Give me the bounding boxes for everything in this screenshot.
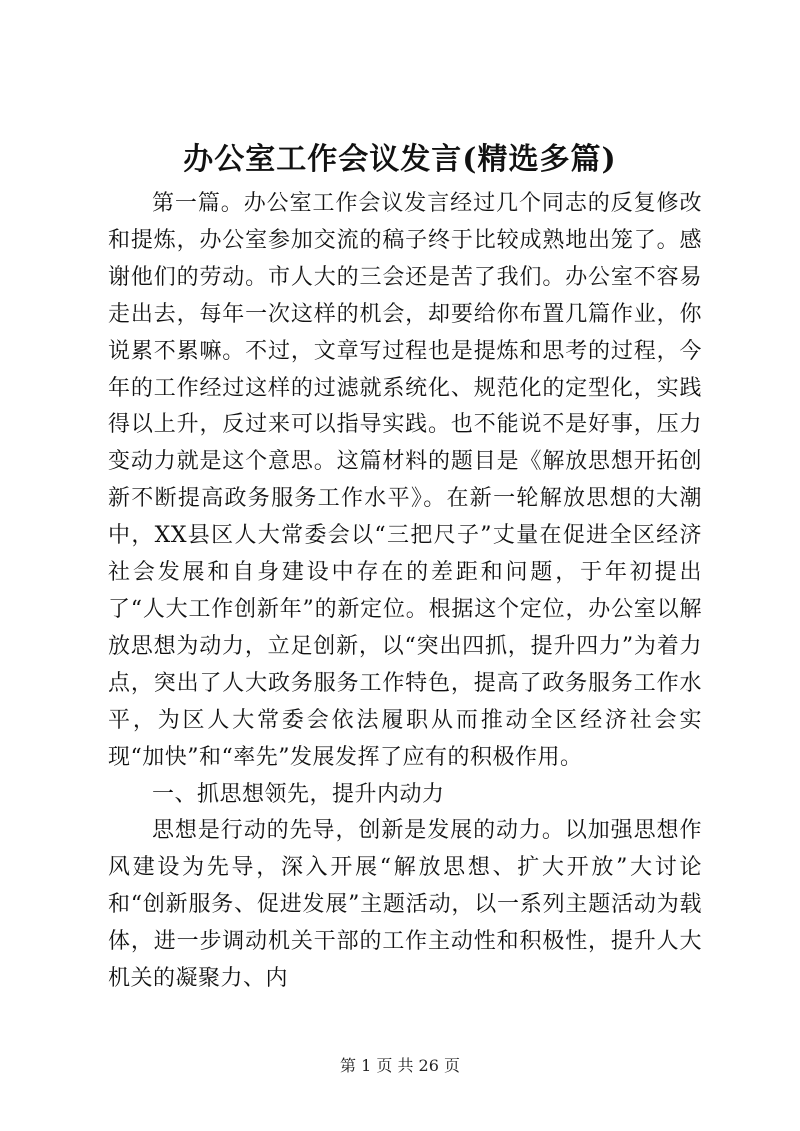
document-body xyxy=(108,186,702,998)
page-footer: 第 1 页 共 26 页 xyxy=(340,1056,460,1075)
paragraph-section-1: 思想是行动的先导，创新是发展的动力。以加强思想作风建设为先导，深入开展“解放思想、扩大开放”大讨论和“创新服务、促进发展”主题活动，以一系列主题活动为载体，进一步调动机关干部的工作主动性和积极性，提升人大机关的凝聚力、内 xyxy=(108,818,702,992)
paragraph-intro: 第一篇。办公室工作会议发言经过几个同志的反复修改和提炼，办公室参加交流的稿子终于比较成熟地出笼了。感谢他们的劳动。市人大的三会还是苦了我们。办公室不容易走出去，每年一次这样的机会，却要给你布置几篇作业，你说累不累嘛。不过，文章写过程也是提炼和思考的过程，今年的工作经过这样的过滤就系统化、规范化的定型化，实践得以上升，反过来可以指导实践。也不能说不是好事，压力变动力就是这个意思。这篇材料的题目是《解放思想开拓创新不断提高政务服务工作水平》。在新一轮解放思想的大潮中，XX县区人大常委会以“三把尺子”丈量在促进全区经济社会发展和自身建设中存在的差距和问题，于年初提出了“人大工作创新年”的新定位。根据这个定位，办公室以解放思想为动力，立足创新，以“突出四抓，提升四力”为着力点，突出了人大政务服务工作特色，提高了政务服务工作水平，为区人大常委会依法履职从而推动全区经济社会实现“加快”和“率先”发展发挥了应有的积极作用。 xyxy=(108,191,702,770)
document-title: 办公室工作会议发言(精选多篇) xyxy=(183,142,617,177)
section-heading-1: 一、抓思想领先，提升内动力 xyxy=(152,781,445,807)
